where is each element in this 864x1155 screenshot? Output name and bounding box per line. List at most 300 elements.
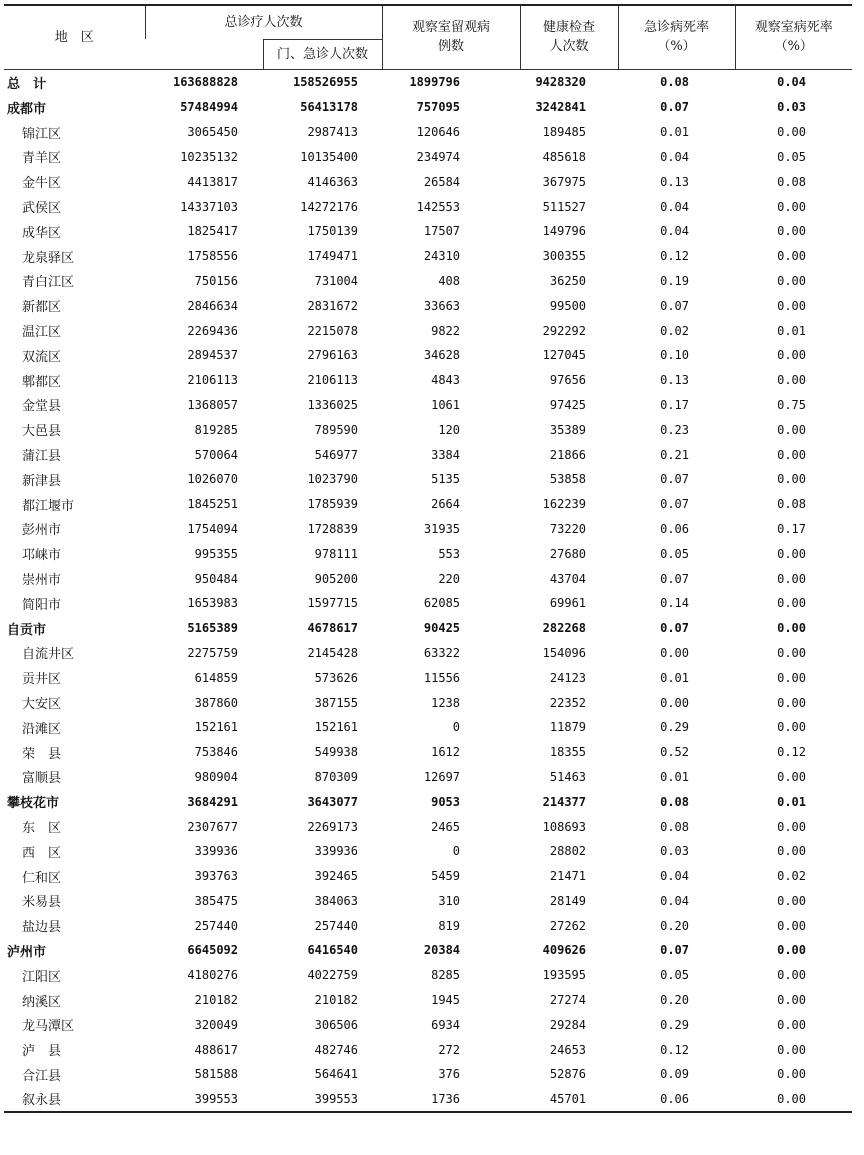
cell-observation-mortality: 0.00 (777, 993, 807, 1008)
cell-total-visits: 3684291 (187, 794, 238, 809)
cell-observation-mortality: 0.12 (777, 745, 807, 760)
cell-observation-cases: 6934 (431, 1017, 461, 1032)
cell-outpatient-visits: 731004 (314, 273, 359, 288)
cell-outpatient-visits: 1728839 (307, 521, 359, 536)
cell-region: 青白江区 (22, 275, 75, 291)
cell-outpatient-visits: 482746 (314, 1042, 359, 1057)
table-row (4, 715, 852, 740)
cell-region: 双流区 (22, 349, 62, 365)
cell-observation-mortality: 0.08 (777, 497, 807, 512)
cell-total-visits: 819285 (194, 422, 238, 437)
city-row (4, 616, 852, 641)
cell-observation-mortality: 0.00 (777, 769, 807, 784)
cell-health-checks: 367975 (542, 174, 587, 189)
cell-emergency-mortality: 0.06 (618, 1087, 735, 1112)
cell-outpatient-visits: 339936 (314, 844, 359, 859)
cell-total-visits: 339936 (194, 844, 238, 859)
cell-emergency-mortality: 0.07 (660, 100, 690, 115)
header-outpatient-emergency: 门、急诊人次数 (263, 39, 382, 69)
cell-outpatient-visits: 2987413 (307, 125, 359, 140)
cell-total-visits: 2106113 (187, 373, 238, 388)
cell-observation-mortality: 0.75 (777, 397, 807, 412)
table-row (4, 988, 852, 1013)
cell-emergency-mortality: 0.09 (660, 1067, 690, 1082)
cell-outpatient-visits: 152161 (314, 720, 359, 735)
cell-region: 纳溪区 (22, 994, 62, 1010)
cell-observation-mortality: 0.00 (777, 893, 807, 908)
cell-total-visits: 385475 (194, 893, 238, 908)
cell-health-checks: 300355 (542, 249, 587, 264)
cell-emergency-mortality: 0.07 (660, 298, 690, 313)
header-region: 地 区 (4, 5, 145, 69)
cell-emergency-mortality: 0.14 (660, 596, 690, 611)
cell-outpatient-visits: 905200 (314, 571, 359, 586)
cell-observation-cases: 17507 (423, 224, 461, 239)
cell-emergency-mortality: 0.01 (660, 769, 690, 784)
cell-total-visits: 10235132 (180, 149, 238, 164)
cell-emergency-mortality: 0.07 (660, 571, 690, 586)
cell-outpatient-visits: 978111 (314, 546, 359, 561)
cell-emergency-mortality: 0.20 (660, 993, 690, 1008)
cell-health-checks: 69961 (549, 596, 587, 611)
cell-observation-mortality: 0.01 (777, 323, 807, 338)
cell-outpatient-visits: 399553 (263, 1087, 382, 1112)
cell-observation-mortality: 0.05 (777, 149, 807, 164)
cell-observation-cases: 8285 (431, 968, 461, 983)
cell-total-visits: 753846 (194, 745, 238, 760)
cell-emergency-mortality: 0.13 (660, 174, 690, 189)
cell-region: 东 区 (22, 821, 62, 836)
cell-health-checks: 189485 (542, 125, 587, 140)
cell-observation-mortality: 0.00 (777, 645, 807, 660)
cell-region: 邛崃市 (22, 548, 62, 564)
cell-emergency-mortality: 0.29 (660, 720, 690, 735)
cell-observation-cases: 408 (438, 273, 461, 288)
cell-region: 新津县 (22, 473, 62, 489)
table-row (4, 120, 852, 145)
cell-total-visits: 1758556 (187, 249, 238, 264)
table-row (4, 864, 852, 889)
table-row (4, 1037, 852, 1062)
cell-observation-cases: 20384 (423, 943, 461, 958)
cell-outpatient-visits: 158526955 (292, 75, 359, 90)
cell-total-visits: 488617 (194, 1042, 238, 1057)
city-row (4, 938, 852, 963)
header-emergency-mortality-text: 急诊病死率（%） (644, 20, 710, 55)
cell-total-visits: 1653983 (187, 596, 238, 611)
cell-observation-cases: 553 (438, 546, 461, 561)
cell-observation-cases: 1945 (431, 993, 461, 1008)
cell-observation-mortality: 0.00 (777, 249, 807, 264)
table-row (4, 393, 852, 418)
cell-health-checks: 193595 (542, 968, 587, 983)
cell-region: 自流井区 (22, 647, 75, 663)
cell-health-checks: 73220 (549, 521, 587, 536)
table-row (4, 145, 852, 170)
cell-region: 总 计 (7, 76, 47, 92)
cell-region: 西 区 (22, 845, 62, 861)
cell-observation-cases: 4843 (431, 373, 461, 388)
cell-total-visits: 163688828 (172, 75, 238, 90)
cell-emergency-mortality: 0.04 (660, 224, 690, 239)
cell-outpatient-visits: 10135400 (300, 149, 359, 164)
cell-observation-cases: 1061 (431, 397, 461, 412)
cell-region: 米易县 (22, 895, 62, 911)
cell-region: 富顺县 (22, 771, 62, 787)
cell-outpatient-visits: 564641 (314, 1067, 359, 1082)
cell-observation-cases: 2465 (431, 819, 461, 834)
table-row (4, 293, 852, 318)
cell-region: 崇州市 (22, 573, 62, 589)
cell-observation-mortality: 0.00 (777, 373, 807, 388)
header-observation-mortality-text: 观察室病死率（%） (754, 20, 833, 55)
cell-outpatient-visits: 1023790 (307, 472, 359, 487)
cell-total-visits: 3065450 (187, 125, 238, 140)
cell-total-visits: 4413817 (187, 174, 238, 189)
cell-observation-cases: 1899796 (409, 75, 461, 90)
cell-total-visits: 750156 (194, 273, 238, 288)
cell-emergency-mortality: 0.52 (660, 745, 690, 760)
cell-observation-mortality: 0.00 (777, 348, 807, 363)
cell-observation-mortality: 0.00 (777, 422, 807, 437)
cell-observation-mortality: 0.01 (777, 794, 807, 809)
cell-observation-mortality: 0.00 (777, 720, 807, 735)
cell-health-checks: 282268 (542, 621, 587, 636)
cell-outpatient-visits: 2145428 (307, 645, 359, 660)
cell-emergency-mortality: 0.01 (660, 670, 690, 685)
cell-observation-cases: 33663 (423, 298, 461, 313)
cell-observation-cases: 26584 (423, 174, 461, 189)
cell-total-visits: 57484994 (180, 100, 238, 115)
cell-region: 沿滩区 (22, 721, 62, 737)
cell-observation-mortality: 0.00 (777, 224, 807, 239)
cell-health-checks: 162239 (542, 497, 587, 512)
cell-health-checks: 21866 (549, 447, 587, 462)
cell-emergency-mortality: 0.20 (660, 918, 690, 933)
table-row (4, 963, 852, 988)
header-health-checks-text: 健康检查人次数 (543, 20, 596, 55)
cell-observation-cases: 3384 (431, 447, 461, 462)
header-health-checks (520, 5, 618, 69)
cell-emergency-mortality: 0.07 (660, 497, 690, 512)
cell-total-visits: 1845251 (187, 497, 238, 512)
table-row (4, 765, 852, 790)
cell-observation-cases: 34628 (423, 348, 461, 363)
cell-total-visits: 2275759 (187, 645, 238, 660)
cell-outpatient-visits: 4146363 (307, 174, 359, 189)
cell-emergency-mortality: 0.05 (660, 546, 690, 561)
cell-observation-mortality: 0.00 (777, 596, 807, 611)
cell-region: 简阳市 (22, 597, 62, 613)
cell-region: 荣 县 (22, 746, 62, 762)
cell-health-checks: 51463 (549, 769, 587, 784)
cell-emergency-mortality: 0.12 (660, 1042, 690, 1057)
cell-health-checks: 108693 (542, 819, 587, 834)
cell-observation-cases: 9053 (431, 794, 461, 809)
cell-emergency-mortality: 0.08 (660, 794, 690, 809)
cell-total-visits: 1368057 (187, 397, 238, 412)
cell-observation-cases: 9822 (431, 323, 461, 338)
cell-region: 新都区 (22, 300, 62, 316)
cell-observation-mortality: 0.00 (777, 546, 807, 561)
cell-observation-cases: 12697 (423, 769, 461, 784)
cell-total-visits: 614859 (194, 670, 238, 685)
cell-observation-cases: 1736 (382, 1087, 520, 1112)
table-row (4, 194, 852, 219)
cell-region: 郫都区 (22, 374, 62, 390)
cell-health-checks: 36250 (549, 273, 587, 288)
table-body (4, 69, 852, 1112)
cell-health-checks: 53858 (549, 472, 587, 487)
statistics-table (4, 4, 852, 1113)
cell-region: 彭州市 (22, 523, 62, 539)
total-row (4, 69, 852, 95)
cell-observation-cases: 0 (452, 844, 461, 859)
cell-outpatient-visits: 257440 (314, 918, 359, 933)
cell-outpatient-visits: 573626 (314, 670, 359, 685)
cell-health-checks: 45701 (520, 1087, 618, 1112)
cell-region: 金牛区 (22, 176, 62, 192)
cell-emergency-mortality: 0.10 (660, 348, 690, 363)
cell-emergency-mortality: 0.21 (660, 447, 690, 462)
cell-total-visits: 570064 (194, 447, 238, 462)
cell-health-checks: 22352 (549, 695, 587, 710)
cell-observation-cases: 142553 (416, 199, 461, 214)
cell-outpatient-visits: 1749471 (307, 249, 359, 264)
city-row (4, 789, 852, 814)
cell-total-visits: 1026070 (187, 472, 238, 487)
cell-observation-cases: 5135 (431, 472, 461, 487)
table-row (4, 368, 852, 393)
cell-total-visits: 257440 (194, 918, 238, 933)
cell-outpatient-visits: 387155 (314, 695, 359, 710)
table-row (4, 517, 852, 542)
cell-total-visits: 2269436 (187, 323, 238, 338)
cell-emergency-mortality: 0.04 (660, 149, 690, 164)
table-row (4, 467, 852, 492)
table-row (4, 839, 852, 864)
header-observation-cases-text: 观察室留观病例数 (412, 20, 491, 55)
cell-total-visits: 4180276 (187, 968, 238, 983)
cell-region: 成都市 (7, 101, 47, 117)
header-emergency-mortality (618, 5, 735, 69)
cell-total-visits: 950484 (194, 571, 238, 586)
cell-region: 青羊区 (22, 151, 62, 167)
cell-observation-cases: 819 (438, 918, 461, 933)
cell-region: 龙马潭区 (22, 1019, 75, 1035)
cell-observation-mortality: 0.00 (777, 968, 807, 983)
table-row (4, 566, 852, 591)
cell-observation-mortality: 0.00 (777, 1017, 807, 1032)
cell-emergency-mortality: 0.02 (660, 323, 690, 338)
table-row (4, 1087, 852, 1112)
cell-health-checks: 35389 (549, 422, 587, 437)
table-row (4, 541, 852, 566)
cell-region: 仁和区 (22, 870, 62, 886)
table-row (4, 665, 852, 690)
table-header (4, 5, 852, 69)
cell-emergency-mortality: 0.08 (660, 819, 690, 834)
cell-total-visits: 1754094 (187, 521, 238, 536)
cell-emergency-mortality: 0.00 (660, 695, 690, 710)
cell-outpatient-visits: 2269173 (307, 819, 359, 834)
cell-emergency-mortality: 0.07 (660, 472, 690, 487)
cell-emergency-mortality: 0.07 (660, 621, 690, 636)
cell-emergency-mortality: 0.23 (660, 422, 690, 437)
cell-region: 大邑县 (22, 424, 62, 440)
cell-region: 贡井区 (22, 672, 62, 688)
cell-emergency-mortality: 0.04 (660, 869, 690, 884)
cell-region: 都江堰市 (22, 498, 75, 514)
cell-total-visits: 581588 (194, 1067, 238, 1082)
cell-emergency-mortality: 0.06 (660, 521, 690, 536)
cell-health-checks: 11879 (549, 720, 587, 735)
cell-observation-mortality: 0.00 (777, 447, 807, 462)
cell-region: 成华区 (22, 225, 62, 241)
cell-health-checks: 99500 (549, 298, 587, 313)
cell-observation-cases: 62085 (423, 596, 461, 611)
cell-health-checks: 29284 (549, 1017, 587, 1032)
cell-outpatient-visits: 1336025 (307, 397, 359, 412)
cell-total-visits: 995355 (194, 546, 238, 561)
cell-region: 温江区 (22, 325, 62, 341)
cell-region: 蒲江县 (22, 449, 62, 465)
cell-observation-cases: 1238 (431, 695, 461, 710)
cell-health-checks: 292292 (542, 323, 587, 338)
cell-region: 攀枝花市 (7, 796, 60, 812)
header-observation-mortality (735, 5, 852, 69)
cell-region: 武侯区 (22, 201, 62, 217)
cell-health-checks: 97425 (549, 397, 587, 412)
cell-region: 自贡市 (7, 622, 47, 638)
cell-observation-mortality: 0.17 (777, 521, 807, 536)
cell-observation-mortality: 0.00 (777, 844, 807, 859)
cell-health-checks: 97656 (549, 373, 587, 388)
cell-emergency-mortality: 0.17 (660, 397, 690, 412)
cell-observation-cases: 310 (438, 893, 461, 908)
cell-outpatient-visits: 2796163 (307, 348, 359, 363)
table-row (4, 690, 852, 715)
cell-total-visits: 6645092 (187, 943, 238, 958)
cell-emergency-mortality: 0.07 (660, 943, 690, 958)
cell-observation-cases: 63322 (423, 645, 461, 660)
cell-observation-mortality: 0.00 (735, 1087, 852, 1112)
cell-observation-mortality: 0.00 (777, 943, 807, 958)
cell-observation-mortality: 0.00 (777, 298, 807, 313)
cell-health-checks: 9428320 (535, 75, 587, 90)
cell-emergency-mortality: 0.19 (660, 273, 690, 288)
cell-health-checks: 485618 (542, 149, 587, 164)
cell-observation-cases: 757095 (416, 100, 461, 115)
cell-outpatient-visits: 546977 (314, 447, 359, 462)
cell-observation-mortality: 0.00 (777, 199, 807, 214)
table-row (4, 219, 852, 244)
table-row (4, 269, 852, 294)
table-row (4, 1062, 852, 1087)
cell-region: 大安区 (22, 697, 62, 713)
cell-health-checks: 28802 (549, 844, 587, 859)
cell-emergency-mortality: 0.01 (660, 125, 690, 140)
cell-region: 龙泉驿区 (22, 250, 75, 266)
cell-observation-mortality: 0.00 (777, 472, 807, 487)
cell-region: 盐边县 (22, 920, 62, 936)
cell-outpatient-visits: 2106113 (307, 373, 359, 388)
cell-observation-mortality: 0.00 (777, 695, 807, 710)
cell-observation-mortality: 0.03 (777, 100, 807, 115)
cell-observation-mortality: 0.00 (777, 1067, 807, 1082)
table-row (4, 442, 852, 467)
cell-observation-mortality: 0.04 (777, 75, 807, 90)
table-row (4, 492, 852, 517)
table-row (4, 318, 852, 343)
cell-emergency-mortality: 0.04 (660, 893, 690, 908)
cell-region: 叙永县 (4, 1087, 145, 1112)
cell-total-visits: 387860 (194, 695, 238, 710)
cell-observation-mortality: 0.00 (777, 670, 807, 685)
header-total-visits: 总诊疗人次数 (145, 5, 382, 39)
cell-observation-mortality: 0.02 (777, 869, 807, 884)
table-row (4, 1012, 852, 1037)
cell-outpatient-visits: 4022759 (307, 968, 359, 983)
cell-health-checks: 3242841 (535, 100, 587, 115)
cell-observation-mortality: 0.08 (777, 174, 807, 189)
cell-health-checks: 27680 (549, 546, 587, 561)
cell-outpatient-visits: 549938 (314, 745, 359, 760)
cell-health-checks: 18355 (549, 745, 587, 760)
cell-total-visits: 393763 (194, 869, 238, 884)
cell-observation-cases: 11556 (423, 670, 461, 685)
cell-observation-cases: 272 (438, 1042, 461, 1057)
cell-outpatient-visits: 2215078 (307, 323, 359, 338)
table-row (4, 913, 852, 938)
cell-health-checks: 28149 (549, 893, 587, 908)
cell-outpatient-visits: 789590 (314, 422, 359, 437)
cell-observation-cases: 120646 (416, 125, 461, 140)
cell-observation-cases: 90425 (423, 621, 461, 636)
cell-health-checks: 27262 (549, 918, 587, 933)
cell-health-checks: 43704 (549, 571, 587, 586)
cell-total-visits: 14337103 (180, 199, 238, 214)
cell-region: 合江县 (22, 1068, 62, 1084)
cell-observation-cases: 31935 (423, 521, 461, 536)
cell-region: 锦江区 (22, 126, 62, 142)
cell-outpatient-visits: 1750139 (307, 224, 359, 239)
cell-health-checks: 52876 (549, 1067, 587, 1082)
cell-outpatient-visits: 1597715 (307, 596, 359, 611)
cell-emergency-mortality: 0.00 (660, 645, 690, 660)
cell-observation-mortality: 0.00 (777, 125, 807, 140)
cell-total-visits: 2846634 (187, 298, 238, 313)
cell-total-visits: 210182 (194, 993, 238, 1008)
cell-outpatient-visits: 3643077 (307, 794, 359, 809)
cell-observation-mortality: 0.00 (777, 571, 807, 586)
cell-region: 泸 县 (22, 1044, 62, 1060)
cell-health-checks: 24123 (549, 670, 587, 685)
header-observation-cases (382, 5, 520, 69)
cell-emergency-mortality: 0.29 (660, 1017, 690, 1032)
cell-observation-cases: 24310 (423, 249, 461, 264)
cell-emergency-mortality: 0.13 (660, 373, 690, 388)
cell-observation-cases: 220 (438, 571, 461, 586)
cell-emergency-mortality: 0.08 (660, 75, 690, 90)
cell-observation-cases: 0 (452, 720, 461, 735)
cell-health-checks: 127045 (542, 348, 587, 363)
cell-total-visits: 5165389 (187, 621, 238, 636)
cell-observation-cases: 5459 (431, 869, 461, 884)
table-row (4, 244, 852, 269)
table-row (4, 814, 852, 839)
cell-outpatient-visits: 392465 (314, 869, 359, 884)
